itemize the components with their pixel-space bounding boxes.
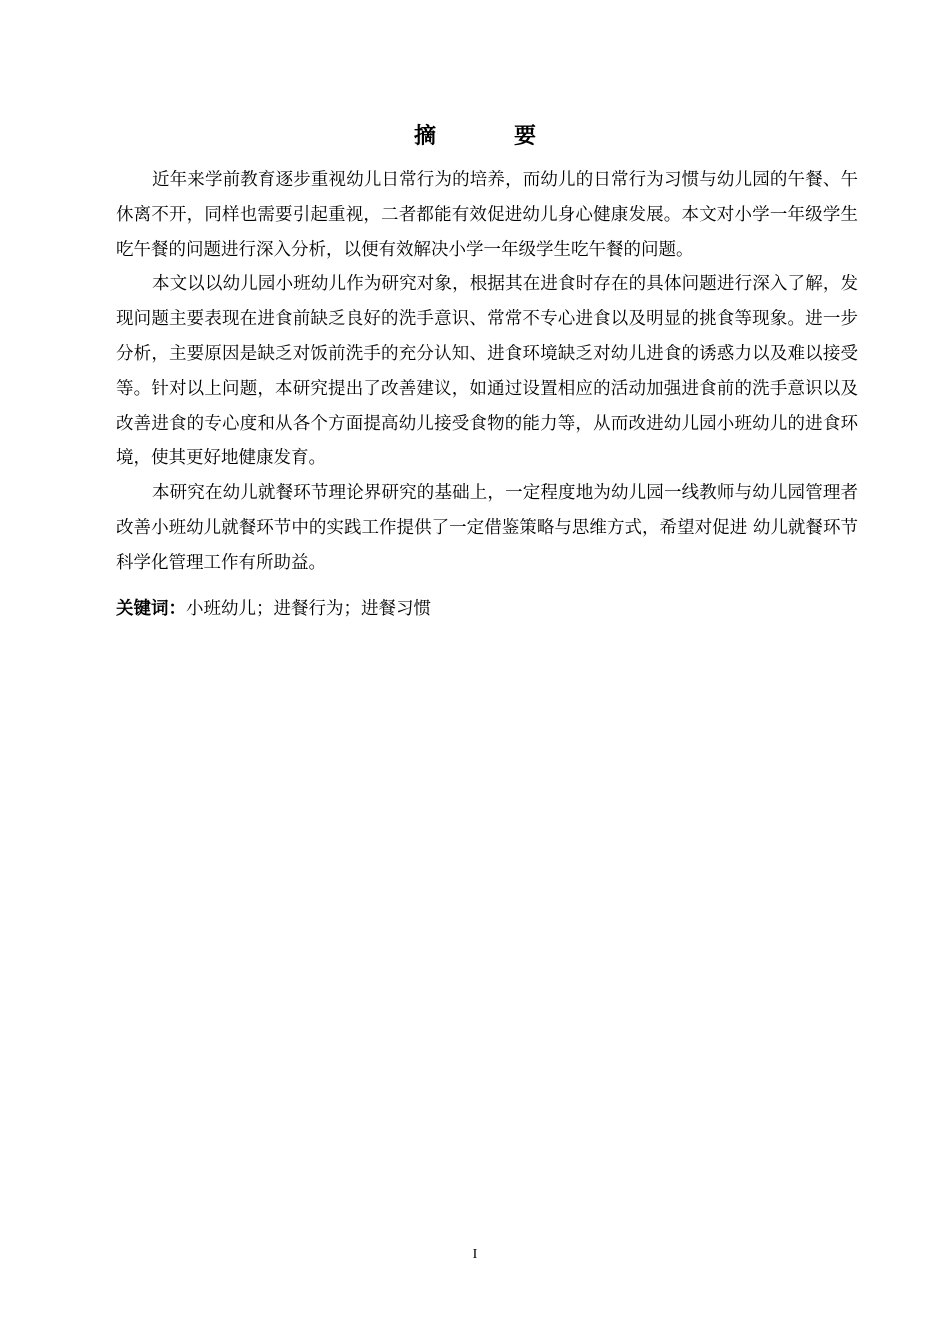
keywords-label: 关键词： (116, 599, 186, 619)
abstract-title: 摘 要 (413, 124, 564, 149)
abstract-paragraph-2: 本文以以幼儿园小班幼儿作为研究对象，根据其在进食时存在的具体问题进行深入了解，发现问题主要表现在进食前缺乏良好的洗手意识、常常不专心进食以及明显的挑食等现象。进一步分析，主要原因是缺乏对饭前洗手的充分认知、进食环境缺乏对幼儿进食的诱惑力以及难以接受等。针对以上问题，本研究提出了改善建议，如通过设置相应的活动加强进食前的洗手意识以及改善进食的专心度和从各个方面提高幼儿接受食物的能力等，从而改进幼儿园小班幼儿的进食环境，使其更好地健康发育。 (116, 274, 858, 469)
page-number: I (472, 1247, 478, 1262)
keywords-line (116, 592, 431, 626)
abstract-paragraph-1: 近年来学前教育逐步重视幼儿日常行为的培养，而幼儿的日常行为习惯与幼儿园的午餐、午休离不开，同样也需要引起重视，二者都能有效促进幼儿身心健康发展。本文对小学一年级学生吃午餐的问题进行深入分析，以便有效解决小学一年级学生吃午餐的问题。 (116, 170, 858, 260)
abstract-paragraph-3: 本研究在幼儿就餐环节理论界研究的基础上，一定程度地为幼儿园一线教师与幼儿园管理者改善小班幼儿就餐环节中的实践工作提供了一定借鉴策略与思维方式，希望对促进 幼儿就餐环节科学化管理工作有所助益。 (116, 483, 858, 573)
keywords-value: 小班幼儿；进餐行为；进餐习惯 (186, 599, 431, 619)
abstract-body (116, 163, 858, 581)
